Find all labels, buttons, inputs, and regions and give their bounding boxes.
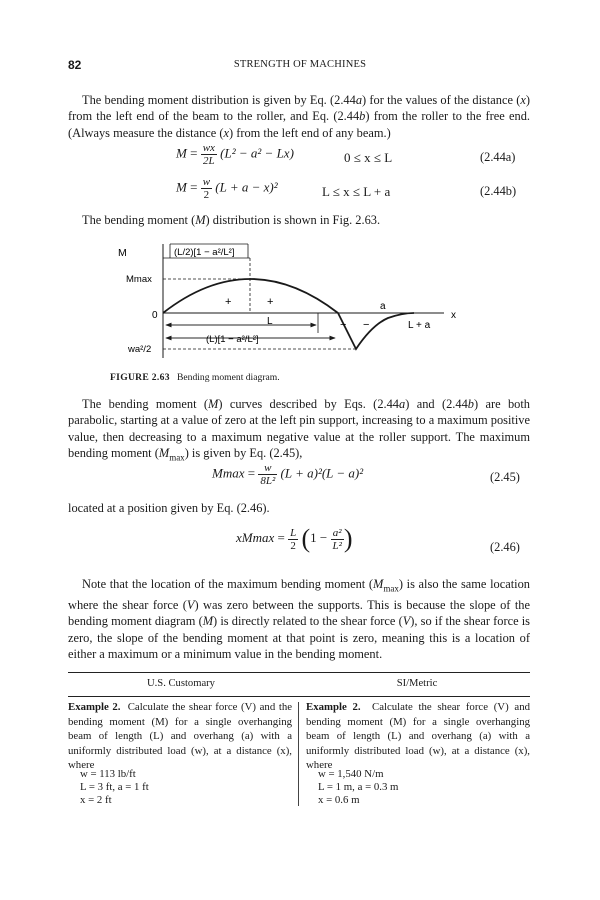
equation-2-44b: M = $\frac{w}{2}$ (L + a − x)² <box>176 176 278 201</box>
label-mmax: Mmax <box>126 274 152 285</box>
example-si: Example 2. Calculate the shear force (V) and bending moment (M) for a single overhanging beam of length (L) and overhang (a) with a uniformly distributed load (w), at a distance (x), where <box>306 701 530 772</box>
equation-2-45-number: (2.45) <box>490 470 520 484</box>
equation-2-44a-range: 0 ≤ x ≤ L <box>344 150 393 165</box>
paragraph-parabolic: The bending moment (M) curves described by Eqs. (2.44a) and (2.44b) are both parabolic, starting at a value of zero at the left pin support, increasing to a maximum positive value, then decreasing to a maximum negative value at the roller support. The maximum bending moment $(M_{max})$ is given by Eq. (2.45), <box>68 397 530 463</box>
equation-2-44a: M = $\frac{wx}{2L}$ (L² − a² − Lx) <box>176 142 294 167</box>
minus-sign-right: − <box>363 319 370 331</box>
plus-sign-right: + <box>267 296 274 308</box>
equation-2-46: xMmax = $\frac{L}{2}$ (1 − $\frac{\text{a²}}{\text{L²}}$ ) <box>236 524 353 553</box>
given-us: w = 113 lb/ft L = 3 ft, a = 1 ft x = 2 ft <box>80 768 149 806</box>
given-si: w = 1,540 N/m L = 1 m, a = 0.3 m x = 0.6 m <box>318 768 399 806</box>
label-a: a <box>380 301 386 312</box>
equation-2-44b-number: (2.44b) <box>480 184 517 198</box>
label-l: L <box>267 316 273 327</box>
equation-2-44a-number: (2.44a) <box>480 150 516 164</box>
equation-2-46-number: (2.46) <box>490 540 520 554</box>
paragraph-note-max-location: Note that the location of the maximum bending moment $(M_{max})$ is also the same location where the shear force (V) was zero between the supports. This is because the slope of the bending moment diagram (M) is directly related to the shear force (V), so if the shear force is zero, the slope of the bending moment at that point is zero, meaning this is a location of either a maximum or a minimum value in the bending moment. <box>68 577 530 662</box>
table-header-rule <box>68 696 530 697</box>
paragraph-located: located at a position given by Eq. (2.46). <box>68 501 270 515</box>
paragraph-intro: The bending moment distribution is given by Eq. (2.44a) for the values of the distance (x) from the left end of the beam to the roller, and Eq. (2.44b) from the roller to the free end. (Always measure the distance (x) from the left end of any beam.) <box>68 93 530 140</box>
paragraph-distribution-ref: The bending moment (M) distribution is shown in Fig. 2.63. <box>82 213 381 227</box>
equation-2-45: Mmax = $\frac{w}{\text{8L²}}$ (L + a)²(L − a)² <box>212 462 364 487</box>
plus-sign-left: + <box>225 296 232 308</box>
label-top-dimension: (L/2)[1 − a²/L²] <box>174 247 235 258</box>
label-wa2: wa²/2 <box>128 344 152 355</box>
minus-sign-left: − <box>340 319 347 331</box>
running-head: STRENGTH OF MACHINES <box>233 59 367 70</box>
label-l-plus-a: L + a <box>408 320 431 331</box>
figure-caption: FIGURE 2.63 Bending moment diagram. <box>110 372 280 383</box>
page-number: 82 <box>68 58 82 72</box>
column-header-si: SI/Metric <box>396 678 438 689</box>
axis-label-m: M <box>118 247 127 259</box>
bending-moment-diagram <box>100 236 480 368</box>
column-header-us: U.S. Customary <box>147 678 215 689</box>
label-bottom-dimension: (L)[1 − a²/L²] <box>206 334 259 345</box>
label-zero: 0 <box>152 310 158 321</box>
example-us: Example 2. Calculate the shear force (V) and the bending moment (M) for a single overhanging beam of length (L) and overhang (a) with a uniformly distributed load (w), at a distance (x), where <box>68 701 293 772</box>
label-x: x <box>451 310 456 321</box>
table-top-rule <box>68 672 530 673</box>
table-column-divider <box>298 702 299 806</box>
moment-curve <box>163 279 414 349</box>
equation-2-44b-range: L ≤ x ≤ L + a <box>322 184 391 199</box>
